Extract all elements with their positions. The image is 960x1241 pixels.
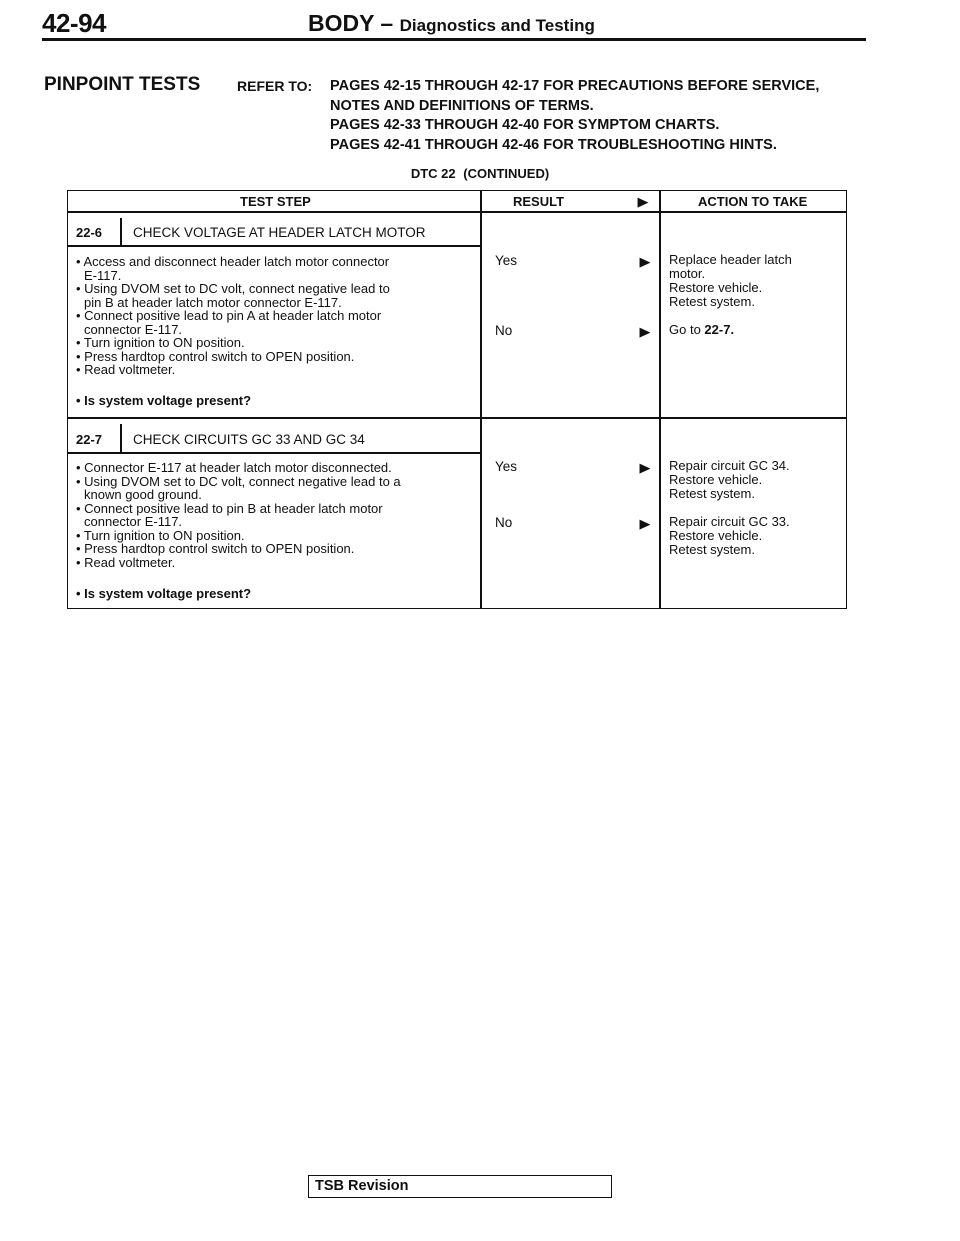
instruction-line: • Access and disconnect header latch motor connector (76, 254, 390, 269)
step-separator-rule (67, 417, 847, 419)
action-line: Repair circuit GC 33. (669, 514, 790, 529)
action-goto-prefix: Go to (669, 322, 705, 337)
header-action: ACTION TO TAKE (698, 194, 808, 209)
step-question: • Is system voltage present? (76, 586, 252, 601)
result-arrow-icon: ▶ (639, 324, 651, 339)
dtc-caption (0, 166, 960, 181)
instruction-line: pin B at header latch motor connector E-117. (84, 294, 342, 310)
step-22-7-title-rule (67, 452, 481, 454)
instruction-line: • Read voltmeter. (76, 554, 176, 570)
action-line: Retest system. (669, 542, 755, 557)
instruction-line: • Connector E-117 at header latch motor disconnected. (76, 460, 392, 475)
action-text (669, 253, 792, 309)
dtc-status: (CONTINUED) (463, 166, 550, 181)
instruction-line: • Press hardtop control switch to OPEN position. (76, 541, 355, 556)
action-line: Restore vehicle. (669, 528, 763, 543)
result-yes: Yes (495, 459, 518, 474)
action-line: Restore vehicle. (669, 472, 763, 487)
instruction-line: • Read voltmeter. (76, 362, 176, 377)
action-line: Retest system. (669, 294, 755, 309)
result-yes: Yes (495, 253, 518, 268)
step-title: CHECK VOLTAGE AT HEADER LATCH MOTOR (133, 225, 426, 240)
instruction-line: • Connect positive lead to pin B at header latch motor (76, 500, 383, 516)
refer-to-label: REFER TO: (237, 78, 313, 94)
action-line: motor. (669, 266, 706, 281)
step-question: • Is system voltage present? (76, 393, 252, 408)
pinpoint-tests-heading: PINPOINT TESTS (44, 74, 201, 95)
header-test-step: TEST STEP (240, 194, 311, 209)
step-22-6-num-divider (120, 218, 122, 245)
page-number: 42-94 (42, 8, 106, 38)
section-title-main: BODY (308, 10, 375, 36)
action-goto-step: 22-7. (704, 322, 735, 337)
instruction-line: connector E-117. (84, 321, 183, 337)
refer-to-list (330, 77, 819, 155)
action-line: Replace header latch (669, 252, 792, 267)
action-text (669, 323, 734, 337)
table-divider-result (480, 190, 482, 609)
instruction-line: • Turn ignition to ON position. (76, 335, 245, 350)
refer-line: PAGES 42-15 THROUGH 42-17 FOR PRECAUTIONS BEFORE SERVICE, (330, 78, 820, 94)
section-title (308, 10, 595, 37)
action-text (669, 515, 790, 557)
action-text (669, 459, 790, 501)
result-no: No (495, 323, 513, 338)
step-title: CHECK CIRCUITS GC 33 AND GC 34 (133, 432, 365, 447)
step-instructions (76, 255, 390, 377)
instruction-line: • Using DVOM set to DC volt, connect negative lead to (76, 281, 390, 296)
header-rule (42, 38, 866, 41)
action-line: Retest system. (669, 486, 755, 501)
result-arrow-icon: ▶ (639, 460, 651, 475)
header-result: RESULT (513, 194, 565, 209)
action-line: Repair circuit GC 34. (669, 458, 790, 473)
tsb-revision-label: TSB Revision (315, 1178, 409, 1194)
instruction-line: • Connect positive lead to pin A at header latch motor (76, 308, 382, 323)
instruction-line: • Using DVOM set to DC volt, connect negative lead to a (76, 473, 401, 489)
step-instructions (76, 461, 401, 569)
instruction-line: • Press hardtop control switch to OPEN position. (76, 348, 355, 364)
table-header-rule (67, 211, 847, 213)
step-22-7-num-divider (120, 424, 122, 452)
tsb-revision-box (308, 1175, 612, 1198)
instruction-line: known good ground. (84, 487, 202, 502)
action-line: Restore vehicle. (669, 280, 763, 295)
refer-line: NOTES AND DEFINITIONS OF TERMS. (330, 97, 594, 114)
instruction-line: • Turn ignition to ON position. (76, 527, 245, 543)
result-arrow-icon: ▶ (639, 516, 651, 531)
dtc-label: DTC 22 (410, 166, 456, 181)
title-dash: – (374, 10, 400, 36)
instruction-line: E-117. (84, 267, 122, 283)
header-arrow-icon: ▶ (637, 194, 649, 209)
table-divider-action (659, 190, 661, 609)
instruction-line: connector E-117. (84, 514, 183, 529)
refer-line: PAGES 42-41 THROUGH 42-46 FOR TROUBLESHOOTING HINTS. (330, 136, 777, 153)
step-22-6-title-rule (67, 245, 481, 247)
step-number: 22-6 (76, 225, 103, 240)
result-no: No (495, 515, 513, 530)
result-arrow-icon: ▶ (639, 254, 651, 269)
refer-line: PAGES 42-33 THROUGH 42-40 FOR SYMPTOM CHARTS. (330, 117, 720, 133)
step-number: 22-7 (76, 432, 103, 447)
section-subtitle: Diagnostics and Testing (399, 16, 595, 35)
